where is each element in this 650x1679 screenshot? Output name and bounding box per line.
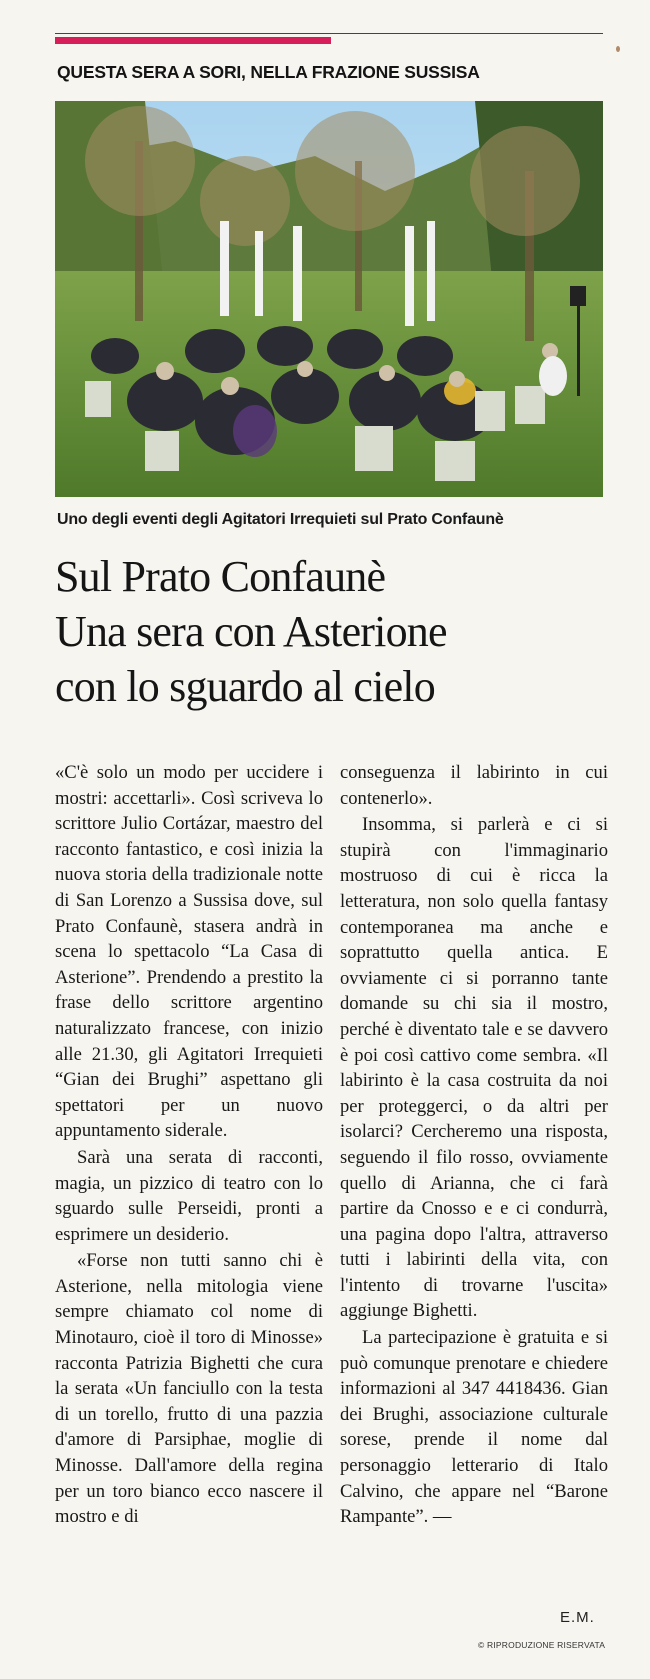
kicker: QUESTA SERA A SORI, NELLA FRAZIONE SUSSISA [57, 62, 480, 82]
rights-notice: © RIPRODUZIONE RISERVATA [478, 1640, 606, 1650]
body-paragraph: La partecipazione è gratuita e si può comunque prenotare e chiedere informazioni al 347 4418436. Gian dei Brughi, associazione culturale sorese, prende il nome dal personaggio letterario di Italo Calvino, che appare nel “Barone Rampante”. — [340, 1327, 608, 1528]
body-paragraph: Insomma, si parlerà e ci si stupirà con l'immaginario mostruoso di cui è ricca la letteratura, non solo quella fantasy contemporanea ma anche e soprattutto quella antica. E ovviamente ci si porranno tante domande su chi sia il mostro, perché è diventato tale e se davvero è poi così cattivo come sembra. «Il labirinto è la casa costruita da noi per proteggerci, o da altri per isolarci? Cercheremo una risposta, seguendo il filo rosso, ovviamente quello di Arianna, che ci farà partire da Cnosso e e ci condurrà, una pagina dopo l'altra, attraverso tutti i labirinti della vita, con l'intento di trovarne l'uscita» aggiunge Bighetti. [340, 814, 608, 1322]
headline-line: con lo sguardo al cielo [55, 662, 435, 711]
body-paragraph: Sarà una serata di racconti, magia, un pizzico di teatro con lo sguardo sulle Perseidi, pronti a esprimere un desiderio. [55, 1146, 323, 1245]
author-signature: E.M. [560, 1609, 595, 1626]
headline-line: Una sera con Asterione [55, 607, 447, 656]
body-paragraph: «C'è solo un modo per uccidere i mostri: accettarli». Così scriveva lo scrittore Julio Cortázar, maestro del racconto fantastico, e così inizia la nuova storia della tradizionale notte di San Lorenzo a Sussisa dove, sul Prato Confaunè, stasera andrà in scena lo spettacolo “La Casa di Asterione”. Prendendo a prestito la frase dello scrittore argentino naturalizzato francese, con inizio alle 21.30, gli Agitatori Irrequieti “Gian dei Brughi” aspettano gli spettatori per un nuovo appuntamento siderale. [55, 762, 323, 1142]
headline-line: Sul Prato Confaunè [55, 552, 386, 601]
section-accent-bar [55, 37, 331, 44]
article-column-left [55, 760, 323, 1530]
headline [55, 549, 615, 714]
body-paragraph: «Forse non tutti sanno chi è Asterione, nella mitologia viene sempre chiamato col nome di Minotauro, cioè il toro di Minosse» racconta Patrizia Bighetti che cura la serata «Un fanciullo con la testa di un torello, frutto di una pazzia d'amore di Parsiphae, moglie di Minosse. Dall'amore della regina per un toro bianco ecco nascere il mostro e di [55, 1250, 323, 1528]
article-column-right [340, 760, 608, 1530]
top-rule [55, 33, 603, 34]
print-mark [616, 46, 620, 52]
article-photo [55, 101, 603, 497]
event-photo-illustration [55, 101, 603, 497]
photo-caption: Uno degli eventi degli Agitatori Irrequieti sul Prato Confaunè [57, 511, 504, 528]
body-paragraph: conseguenza il labirinto in cui contenerlo». [340, 762, 608, 809]
